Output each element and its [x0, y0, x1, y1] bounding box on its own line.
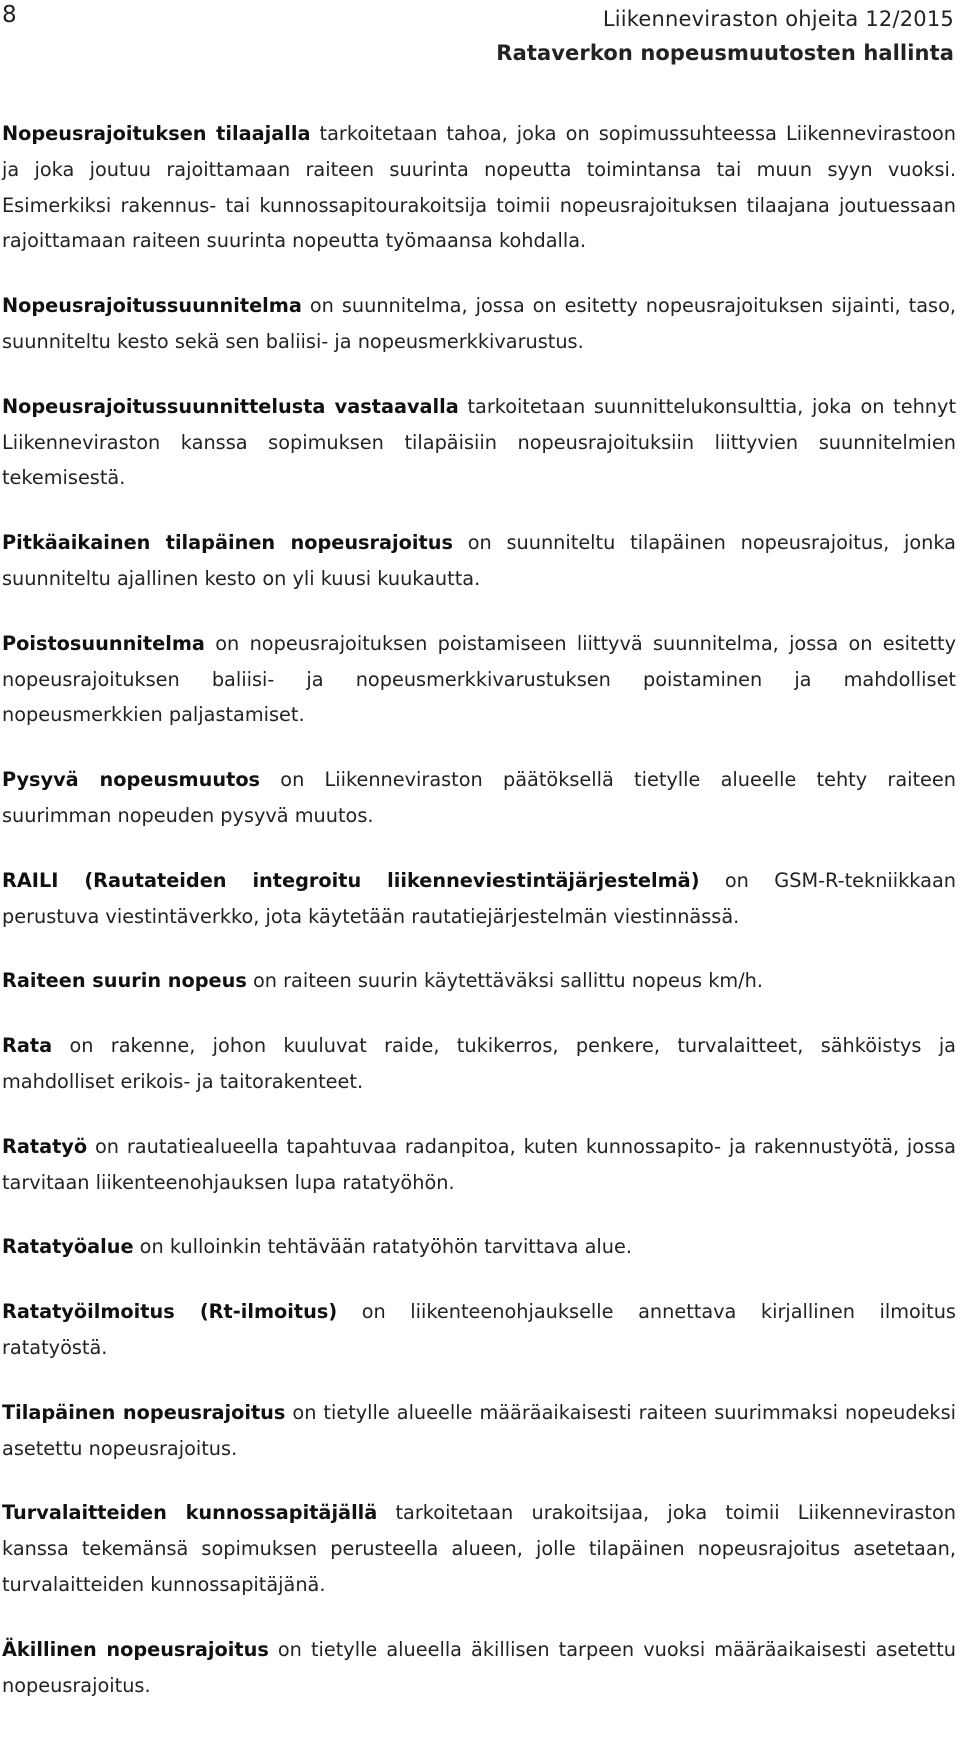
- definition-term: Nopeusrajoitussuunnittelusta vastaavalla: [2, 394, 459, 418]
- definition-term: Rata: [2, 1034, 53, 1058]
- definition-entry: [2, 863, 956, 935]
- definition-term: Nopeusrajoituksen tilaajalla: [2, 122, 311, 145]
- definition-entry: [2, 116, 956, 259]
- definition-term: Äkillinen nopeusrajoitus: [2, 1637, 269, 1661]
- definition-entry: [2, 389, 956, 496]
- running-header: [496, 2, 954, 70]
- definition-text: on raiteen suurin käytettäväksi sallittu nopeus km/h.: [246, 969, 763, 993]
- definitions-list: [2, 116, 956, 1732]
- definition-entry: [2, 1495, 956, 1602]
- definition-term: Ratatyöalue: [2, 1235, 134, 1259]
- definition-term: RAILI (Rautateiden integroitu liikenneviestintäjärjestelmä): [2, 868, 700, 892]
- definition-term: Poistosuunnitelma: [2, 631, 205, 655]
- definition-text: on nopeusrajoituksen poistamiseen liittyvä suunnitelma, jossa on esitetty nopeusrajoituksen baliisi- ja nopeusmerkkivarustuksen poistaminen ja mahdolliset nopeusmerkkien paljastamiset.: [2, 631, 956, 727]
- definition-entry: [2, 1028, 956, 1100]
- definition-text: on suunnitelma, jossa on esitetty nopeusrajoituksen sijainti, taso, suunniteltu kesto sekä sen baliisi- ja nopeusmerkkivarustus.: [2, 294, 956, 353]
- definition-text: on Liikenneviraston päätöksellä tietylle alueelle tehty raiteen suurimman nopeuden pysyvä muutos.: [2, 768, 956, 827]
- definition-text: tarkoitetaan urakoitsijaa, joka toimii Liikenneviraston kanssa tekemänsä sopimuksen perusteella alueen, jolle tilapäinen nopeusrajoitus asetetaan, turvalaitteiden kunnossapitäjänä.: [2, 1501, 956, 1596]
- definition-text: on tietylle alueelle määräaikaisesti raiteen suurimmaksi nopeudeksi asetettu nopeusrajoitus.: [2, 1400, 956, 1460]
- definition-entry: [2, 963, 956, 999]
- definition-term: Ratatyö: [2, 1134, 88, 1158]
- definition-term: Raiteen suurin nopeus: [2, 969, 247, 993]
- definition-text: on rautatiealueella tapahtuvaa radanpitoa, kuten kunnossapito- ja rakennustyötä, jossa tarvitaan liikenteenohjauksen lupa ratatyöhön.: [2, 1134, 956, 1194]
- definition-term: Ratatyöilmoitus (Rt-ilmoitus): [2, 1300, 338, 1324]
- definition-text: on liikenteenohjaukselle annettava kirjallinen ilmoitus ratatyöstä.: [2, 1300, 956, 1359]
- definition-entry: [2, 1129, 956, 1201]
- definition-entry: [2, 525, 956, 597]
- document-title: Rataverkon nopeusmuutosten hallinta: [496, 41, 954, 65]
- publication-title: Liikenneviraston ohjeita 12/2015: [602, 7, 954, 31]
- definition-term: Pysyvä nopeusmuutos: [2, 768, 261, 792]
- definition-entry: [2, 1229, 956, 1265]
- definition-text: on rakenne, johon kuuluvat raide, tukikerros, penkere, turvalaitteet, sähköistys ja mahdolliset erikois- ja taitorakenteet.: [2, 1034, 956, 1093]
- definition-term: Tilapäinen nopeusrajoitus: [2, 1400, 286, 1424]
- page-number: 8: [2, 2, 17, 28]
- definition-text: tarkoitetaan tahoa, joka on sopimussuhteessa Liikennevirastoon ja joka joutuu rajoittamaan raiteen suurinta nopeutta toimintansa tai muun syyn vuoksi. Esimerkiksi rakennus- tai kunnossapitourakoitsija toimii nopeusrajoituksen tilaajana joutuessaan rajoittamaan raiteen suurinta nopeutta työmaansa kohdalla.: [2, 122, 957, 253]
- definition-term: Turvalaitteiden kunnossapitäjällä: [2, 1501, 378, 1525]
- definition-text: tarkoitetaan suunnittelukonsulttia, joka on tehnyt Liikenneviraston kanssa sopimuksen tilapäisiin nopeusrajoituksiin liittyvien suunnitelmien tekemisestä.: [2, 394, 956, 490]
- definition-entry: [2, 1294, 956, 1366]
- definition-text: on tietylle alueella äkillisen tarpeen vuoksi määräaikaisesti asetettu nopeusrajoitus.: [2, 1637, 956, 1697]
- definition-entry: [2, 762, 956, 834]
- definition-entry: [2, 626, 956, 733]
- definition-entry: [2, 1395, 956, 1467]
- definition-text: on suunniteltu tilapäinen nopeusrajoitus, jonka suunniteltu ajallinen kesto on yli kuusi kuukautta.: [2, 531, 957, 590]
- definition-entry: [2, 1632, 956, 1704]
- definition-term: Nopeusrajoitussuunnitelma: [2, 294, 302, 318]
- definition-term: Pitkäaikainen tilapäinen nopeusrajoitus: [2, 531, 453, 555]
- definition-text: on kulloinkin tehtävään ratatyöhön tarvittava alue.: [133, 1235, 632, 1259]
- definition-text: on GSM-R-tekniikkaan perustuva viestintäverkko, jota käytetään rautatiejärjestelmän viestinnässä.: [2, 868, 956, 928]
- definition-entry: [2, 288, 956, 360]
